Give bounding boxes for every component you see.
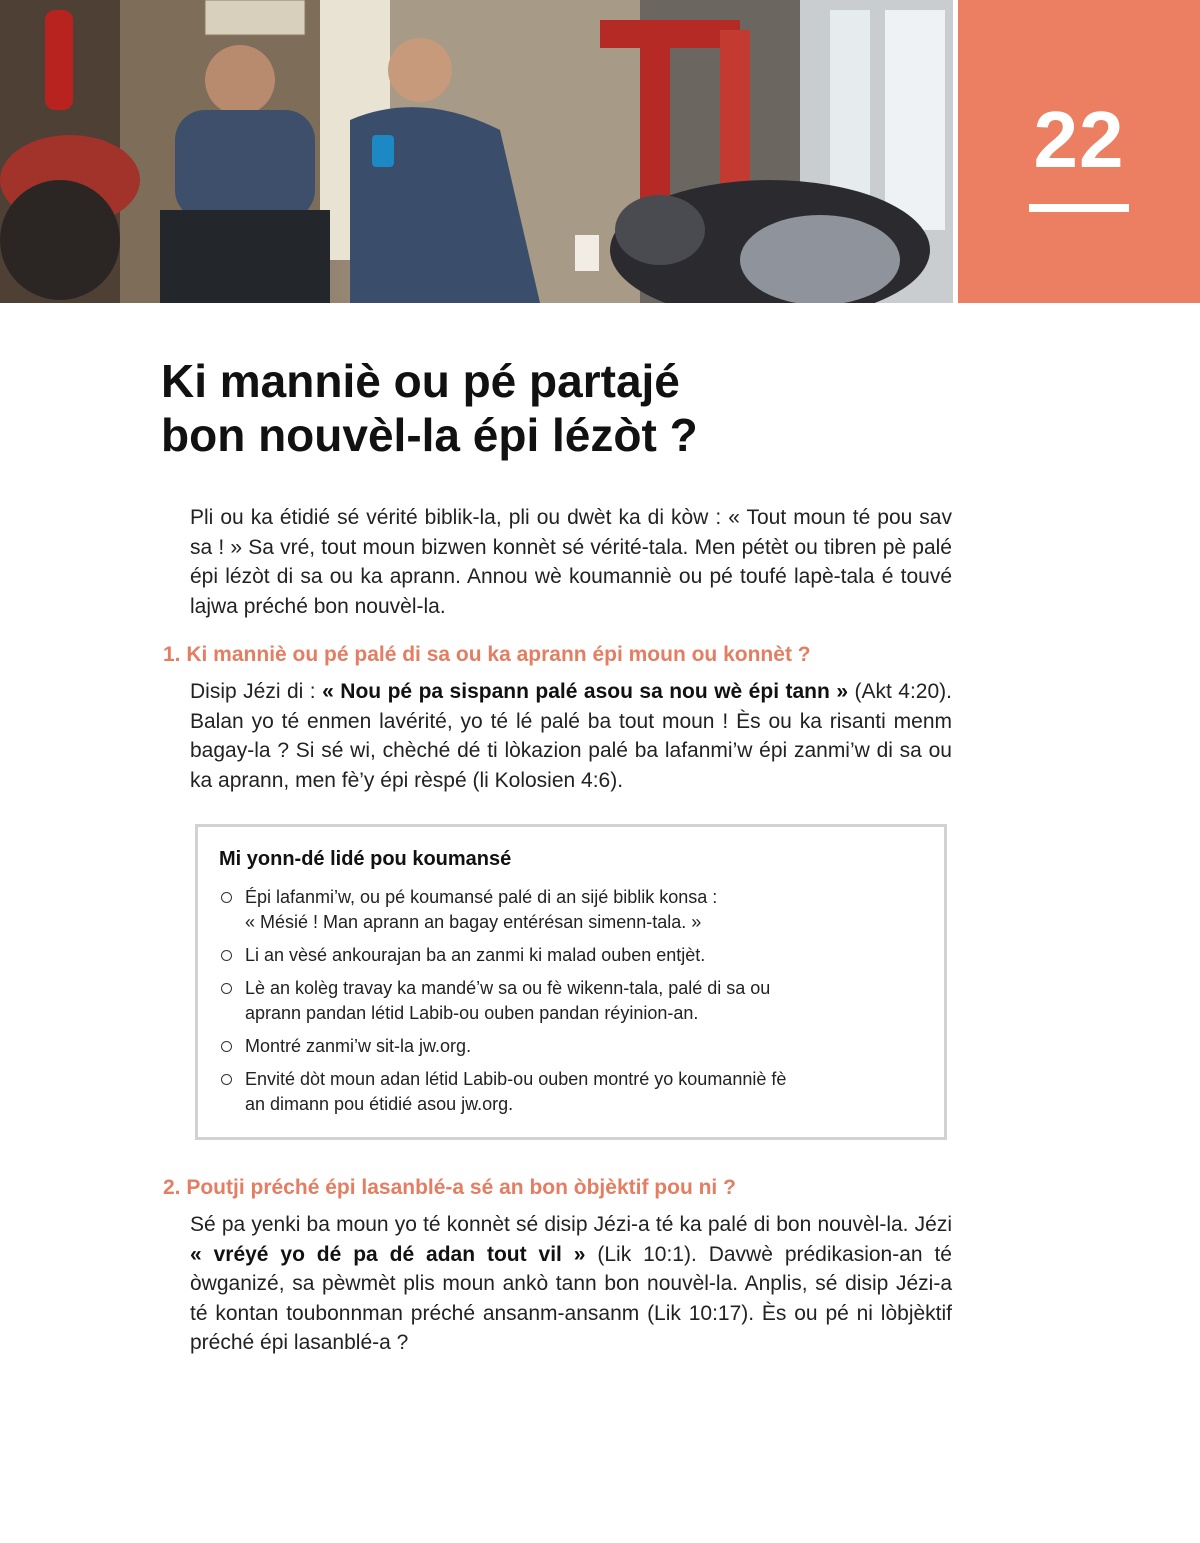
section-1-quote: « Nou pé pa sispann palé asou sa nou wè épi tann » — [322, 680, 848, 703]
section-2-rest: (Lik 10:1). Davwè prédikasion-an té òwganizé, sa pèwmèt plis moun ankò tann bon nouvèl-la. Anplis, sé disip Jézi-a té kontan toubonnman préché ansanm-ansanm (Lik 10:17). Ès ou pé ni lòbjèktif préché épi lasanblé-a ? — [190, 1242, 952, 1354]
bullet-circle-icon — [221, 1074, 232, 1085]
tips-title: Mi yonn-dé lidé pou koumansé — [219, 848, 512, 870]
section-2-quote: « vréyé yo dé pa dé adan tout vil » — [190, 1242, 586, 1266]
tip-line: aprann pandan létid Labib-ou ouben pandan réyinion-an. — [245, 1003, 699, 1023]
bullet-circle-icon — [221, 983, 232, 994]
header-photo — [0, 0, 953, 303]
tip-line: Li an vèsé ankourajan ba an zanmi ki malad ouben entjèt. — [245, 945, 706, 965]
tip-item — [219, 885, 919, 935]
chapter-number: 22 — [1033, 95, 1125, 184]
tip-line: Montré zanmi’w sit-la jw.org. — [245, 1036, 472, 1056]
section-2-paragraph — [190, 1210, 952, 1358]
page-title — [161, 354, 961, 462]
tips-list — [219, 885, 919, 1125]
chapter-rule — [1029, 204, 1129, 212]
bullet-circle-icon — [221, 1041, 232, 1052]
tip-line: an dimann pou étidié asou jw.org. — [245, 1094, 514, 1114]
garage-scene-illustration — [0, 0, 953, 303]
tip-item — [219, 1067, 919, 1117]
tip-line: Envité dòt moun adan létid Labib-ou ouben montré yo koumanniè fè — [245, 1069, 787, 1089]
question-1-heading: 1. Ki manniè ou pé palé di sa ou ka aprann épi moun ou konnèt ? — [163, 643, 811, 666]
tip-item — [219, 1034, 919, 1059]
tip-line: Épi lafanmi’w, ou pé koumansé palé di an sijé biblik konsa : — [245, 887, 718, 907]
intro-paragraph: Pli ou ka étidié sé vérité biblik-la, pli ou dwèt ka di kòw : « Tout moun té pou sav sa ! » Sa vré, tout moun bizwen konnèt sé vérité-tala. Men pétèt ou tibren pè palé épi lézòt di sa ou ka aprann. Annou wè koumanniè ou pé toufé lapè-tala é touvé lajwa préché bon nouvèl-la. — [190, 506, 952, 618]
bullet-circle-icon — [221, 950, 232, 961]
tip-line: « Mésié ! Man aprann an bagay entérésan simenn-tala. » — [245, 912, 702, 932]
section-1-lead: Disip Jézi di : — [190, 680, 323, 703]
section-1-paragraph — [190, 677, 952, 795]
title-line-2: bon nouvèl-la épi lézòt ? — [161, 409, 698, 461]
chapter-badge — [958, 0, 1200, 303]
bullet-circle-icon — [221, 892, 232, 903]
tip-item — [219, 943, 919, 968]
tip-item — [219, 976, 919, 1026]
section-1-rest: (Akt 4:20). Balan yo té enmen lavérité, yo té lé palé ba tout moun ! Ès ou ka risanti menm bagay-la ? Si sé wi, chèché dé ti lòkazion palé ba lafanmi’w épi zanmi’w di sa ou ka aprann, men fè’y épi rèspé (li Kolosien 4:6). — [190, 680, 952, 792]
tip-line: Lè an kolèg travay ka mandé’w sa ou fè wikenn-tala, palé di sa ou — [245, 978, 771, 998]
tips-box — [195, 824, 947, 1140]
question-2-heading: 2. Poutji préché épi lasanblé-a sé an bon òbjèktif pou ni ? — [163, 1176, 736, 1199]
title-line-1: Ki manniè ou pé partajé — [161, 355, 680, 407]
section-2-lead: Sé pa yenki ba moun yo té konnèt sé disip Jézi-a té ka palé di bon nouvèl-la. Jézi — [190, 1213, 952, 1236]
